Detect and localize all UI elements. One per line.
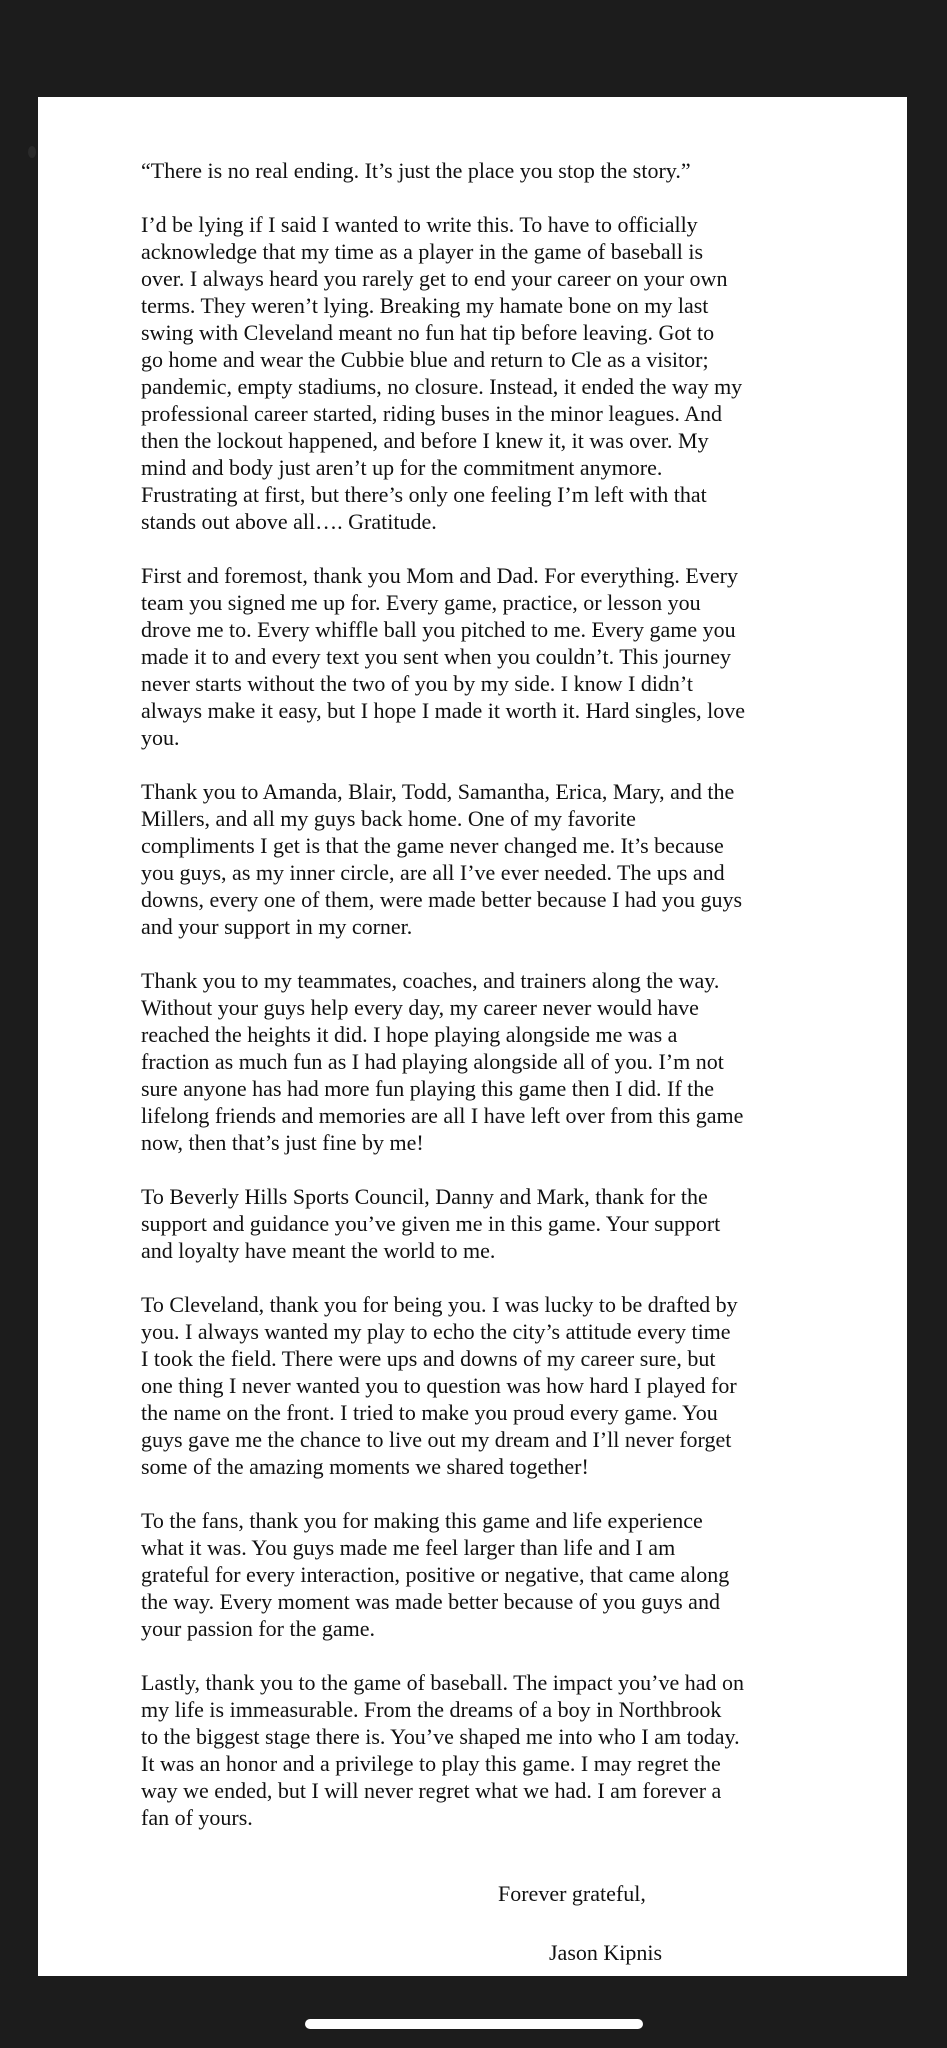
letter-body	[141, 157, 841, 1858]
signature-name: Jason Kipnis	[549, 1940, 663, 1965]
paragraph-friends: Thank you to Amanda, Blair, Todd, Samantha, Erica, Mary, and the Millers, and all my guys back home. One of my favorite compliments I get is that the game never changed me. It’s because you guys, as my inner circle, are all I’ve ever needed. The ups and downs, every one of them, were made better because I had you guys and your support in my corner.	[141, 779, 743, 939]
home-indicator-bar[interactable]	[305, 2019, 643, 2029]
page-edge-marker	[28, 146, 36, 158]
document-page[interactable]	[38, 97, 907, 1976]
paragraph-teammates: Thank you to my teammates, coaches, and trainers along the way. Without your guys help every day, my career never would have reached the heights it did. I hope playing alongside me was a fraction as much fun as I had playing alongside all of you. I’m not sure anyone has had more fun playing this game then I did. If the lifelong friends and memories are all I have left over from this game now, then that’s just fine by me!	[141, 968, 744, 1155]
paragraph-parents: First and foremost, thank you Mom and Dad. For everything. Every team you signed me up for. Every game, practice, or lesson you drove me to. Every whiffle ball you pitched to me. Every game you made it to and every text you sent when you couldn’t. This journey never starts without the two of you by my side. I know I didn’t always make it easy, but I hope I made it worth it. Hard singles, love you.	[141, 563, 746, 750]
paragraph-agency: To Beverly Hills Sports Council, Danny and Mark, thank for the support and guidance you’ve given me in this game. Your support and loyalty have meant the world to me.	[141, 1184, 721, 1263]
paragraph-cleveland: To Cleveland, thank you for being you. I was lucky to be drafted by you. I always wanted my play to echo the city’s attitude every time I took the field. There were ups and downs of my career sure, but one thing I never wanted you to question was how hard I played for the name on the front. I tried to make you proud every game. You guys gave me the chance to live out my dream and I’ll never forget some of the amazing moments we shared together!	[141, 1292, 738, 1479]
paragraph-fans: To the fans, thank you for making this game and life experience what it was. You guys made me feel larger than life and I am grateful for every interaction, positive or negative, that came along the way. Every moment was made better because of you guys and your passion for the game.	[141, 1508, 730, 1641]
closing-line: Forever grateful,	[498, 1881, 646, 1906]
paragraph-retirement: I’d be lying if I said I wanted to write this. To have to officially acknowledge that my time as a player in the game of baseball is over. I always heard you rarely get to end your career on your own terms. They weren’t lying. Breaking my hamate bone on my last swing with Cleveland meant no fun hat tip before leaving. Got to go home and wear the Cubbie blue and return to Cle as a visitor; pandemic, empty stadiums, no closure. Instead, it ended the way my professional career started, riding buses in the minor leagues. And then the lockout happened, and before I knew it, it was over. My mind and body just aren’t up for the commitment anymore. Frustrating at first, but there’s only one feeling I’m left with that stands out above all…. Gratitude.	[141, 212, 743, 534]
opening-quote: “There is no real ending. It’s just the place you stop the story.”	[141, 158, 691, 183]
paragraph-baseball: Lastly, thank you to the game of baseball. The impact you’ve had on my life is immeasurable. From the dreams of a boy in Northbrook to the biggest stage there is. You’ve shaped me into who I am today. It was an honor and a privilege to play this game. I may regret the way we ended, but I will never regret what we had. I am forever a fan of yours.	[141, 1670, 745, 1830]
